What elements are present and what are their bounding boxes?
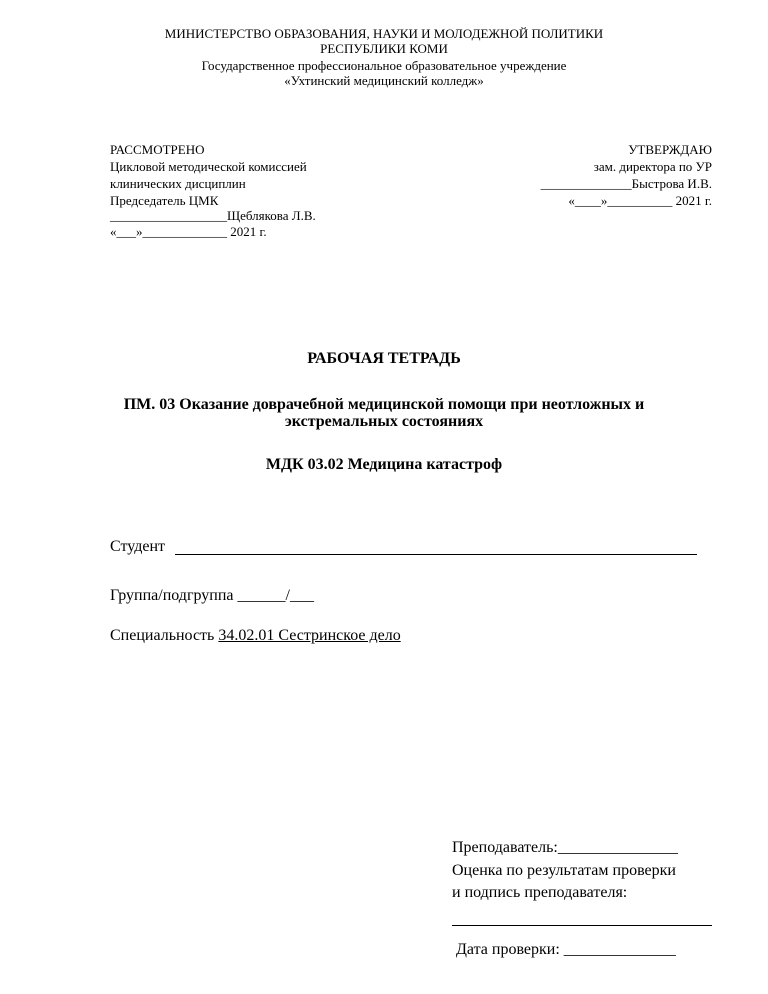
grade-line2: и подпись преподавателя: (448, 884, 628, 901)
chairman-signature-line: __________________Щеблякова Л.В. (110, 208, 316, 223)
left-date-line: «___»_____________ 2021 г. (110, 224, 267, 239)
mdk-title: МДК 03.02 Медицина катастроф (265, 456, 503, 473)
right-date-line: «____»__________ 2021 г. (568, 193, 712, 208)
student-name-underline (175, 554, 697, 555)
chairman-line: Председатель ЦМК (110, 193, 219, 208)
specialty-value: 34.02.01 Сестринское дело (218, 627, 401, 644)
deputy-director-line: зам. директора по УР (593, 159, 712, 174)
check-date-field: Дата проверки: ______________ (456, 941, 676, 958)
college-name-line: «Ухтинский медицинский колледж» (284, 73, 484, 88)
republic-line: РЕСПУБЛИКИ КОМИ (320, 41, 448, 56)
workbook-title: РАБОЧАЯ ТЕТРАДЬ (307, 350, 461, 367)
teacher-signature-underline (452, 925, 712, 926)
ministry-line: МИНИСТЕРСТВО ОБРАЗОВАНИЯ, НАУКИ И МОЛОДЕЖНОЙ ПОЛИТИКИ (164, 26, 604, 41)
group-field: Группа/подгруппа ______/___ (110, 587, 314, 604)
institution-type-line: Государственное профессиональное образовательное учреждение (201, 58, 567, 73)
module-title-line2: экстремальных состояниях (284, 413, 484, 430)
student-label: Студент (110, 538, 166, 555)
teacher-field: Преподаватель:_______________ (452, 839, 678, 856)
specialty-label: Специальность (110, 627, 219, 644)
considered-label: РАССМОТРЕНО (110, 142, 205, 157)
disciplines-line: клинических дисциплин (110, 176, 246, 191)
grade-line1: Оценка по результатам проверки (452, 862, 676, 879)
module-title-line1: ПМ. 03 Оказание доврачебной медицинской помощи при неотложных и (123, 396, 645, 413)
deputy-signature-line: ______________Быстрова И.В. (540, 176, 712, 191)
approve-label: УТВЕРЖДАЮ (628, 142, 712, 157)
specialty-field (110, 627, 401, 645)
commission-line: Цикловой методической комиссией (110, 159, 307, 174)
